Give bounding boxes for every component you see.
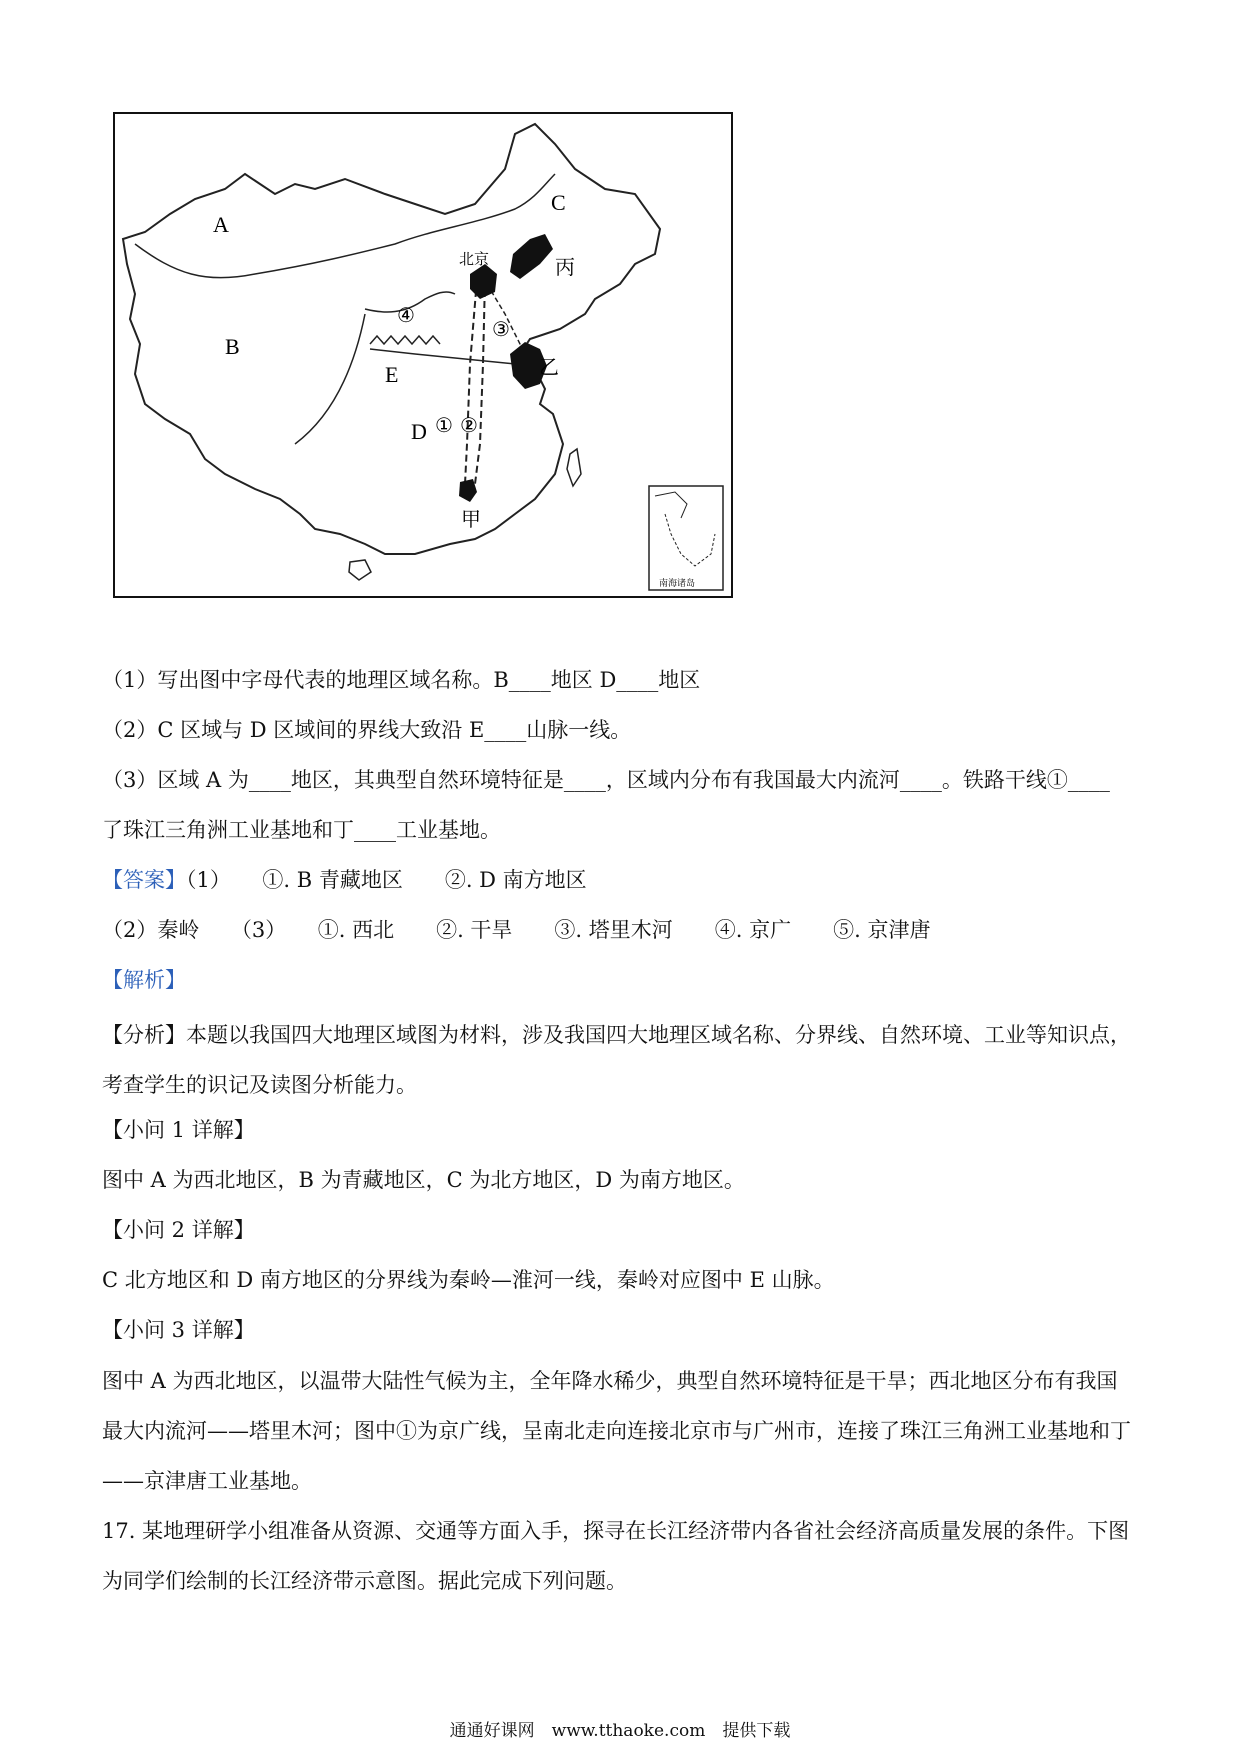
answer-line2: （2）秦岭 （3） ①. 西北 ②. 干旱 ③. 塔里木河 ④. 京广 ⑤. 京津唐 xyxy=(102,918,931,942)
label-region-c: C xyxy=(551,190,566,215)
railway-1-2 xyxy=(465,279,477,484)
answer-tag: 【答案】 xyxy=(102,868,186,892)
question-1: （1）写出图中字母代表的地理区域名称。B____地区 D____地区 xyxy=(102,668,701,692)
analysis-paragraph: 【分析】本题以我国四大地理区域图为材料，涉及我国四大地理区域名称、分界线、自然环境、工业等知识点，考查学生的识记及读图分析能力。 xyxy=(102,1023,1131,1097)
label-base-jia: 甲 xyxy=(461,507,481,531)
q2-body: C 北方地区和 D 南方地区的分界线为秦岭—淮河一线，秦岭对应图中 E 山脉。 xyxy=(102,1268,835,1292)
label-base-bing: 丙 xyxy=(555,255,575,279)
question-17: 17. 某地理研学小组准备从资源、交通等方面入手，探寻在长江经济带内各省社会经济高质量发展的条件。下图为同学们绘制的长江经济带示意图。据此完成下列问题。 xyxy=(102,1519,1130,1593)
south-china-sea-inset xyxy=(649,486,723,590)
label-rail-1: ① xyxy=(435,413,453,437)
label-rail-4: ④ xyxy=(397,303,415,327)
label-base-yi: 乙 xyxy=(539,355,559,379)
railway-1-2b xyxy=(475,279,485,484)
label-rail-2: ② xyxy=(460,413,478,437)
hainan-island xyxy=(349,560,371,580)
page-footer: 通通好课网 www.tthaoke.com 提供下载 xyxy=(449,1721,791,1741)
analysis-tag: 【解析】 xyxy=(102,968,186,992)
q1-body: 图中 A 为西北地区，B 为青藏地区，C 为北方地区，D 为南方地区。 xyxy=(102,1168,745,1192)
boundary-northwest xyxy=(135,174,555,278)
label-inset: 南海诸岛 xyxy=(659,579,696,589)
question-3-line1: （3）区域 A 为____地区，其典型自然环境特征是____，区域内分布有我国最大内流河____。铁路干线①____ xyxy=(102,768,1110,792)
label-region-e: E xyxy=(385,362,399,387)
answer-text-1: （1） ①. B 青藏地区 ②. D 南方地区 xyxy=(186,868,587,892)
q2-heading: 【小问 2 详解】 xyxy=(102,1218,255,1242)
boundary-qinghai-tibet xyxy=(295,314,365,444)
answer-line1 xyxy=(102,864,587,894)
label-region-a: A xyxy=(213,212,229,237)
base-liaozhong xyxy=(510,234,553,279)
china-outline xyxy=(123,124,660,554)
label-region-b: B xyxy=(225,334,240,359)
label-beijing: 北京 xyxy=(459,250,490,268)
q1-heading: 【小问 1 详解】 xyxy=(102,1118,255,1142)
qinling-mountains xyxy=(370,336,440,344)
label-region-d: D xyxy=(411,419,427,444)
map-drawing xyxy=(115,114,731,596)
question-3-line2: 了珠江三角洲工业基地和丁____工业基地。 xyxy=(102,818,501,842)
taiwan-island xyxy=(567,449,581,486)
label-rail-3: ③ xyxy=(492,317,510,341)
q3-body: 图中 A 为西北地区，以温带大陆性气候为主，全年降水稀少，典型自然环境特征是干旱；西北地区分布有我国最大内流河——塔里木河；图中①为京广线，呈南北走向连接北京市与广州市，连接了珠江三角洲工业基地和丁——京津唐工业基地。 xyxy=(102,1369,1131,1493)
china-regions-map xyxy=(113,112,733,598)
q3-heading: 【小问 3 详解】 xyxy=(102,1318,255,1342)
question-2: （2）C 区域与 D 区域间的界线大致沿 E____山脉一线。 xyxy=(102,718,632,742)
